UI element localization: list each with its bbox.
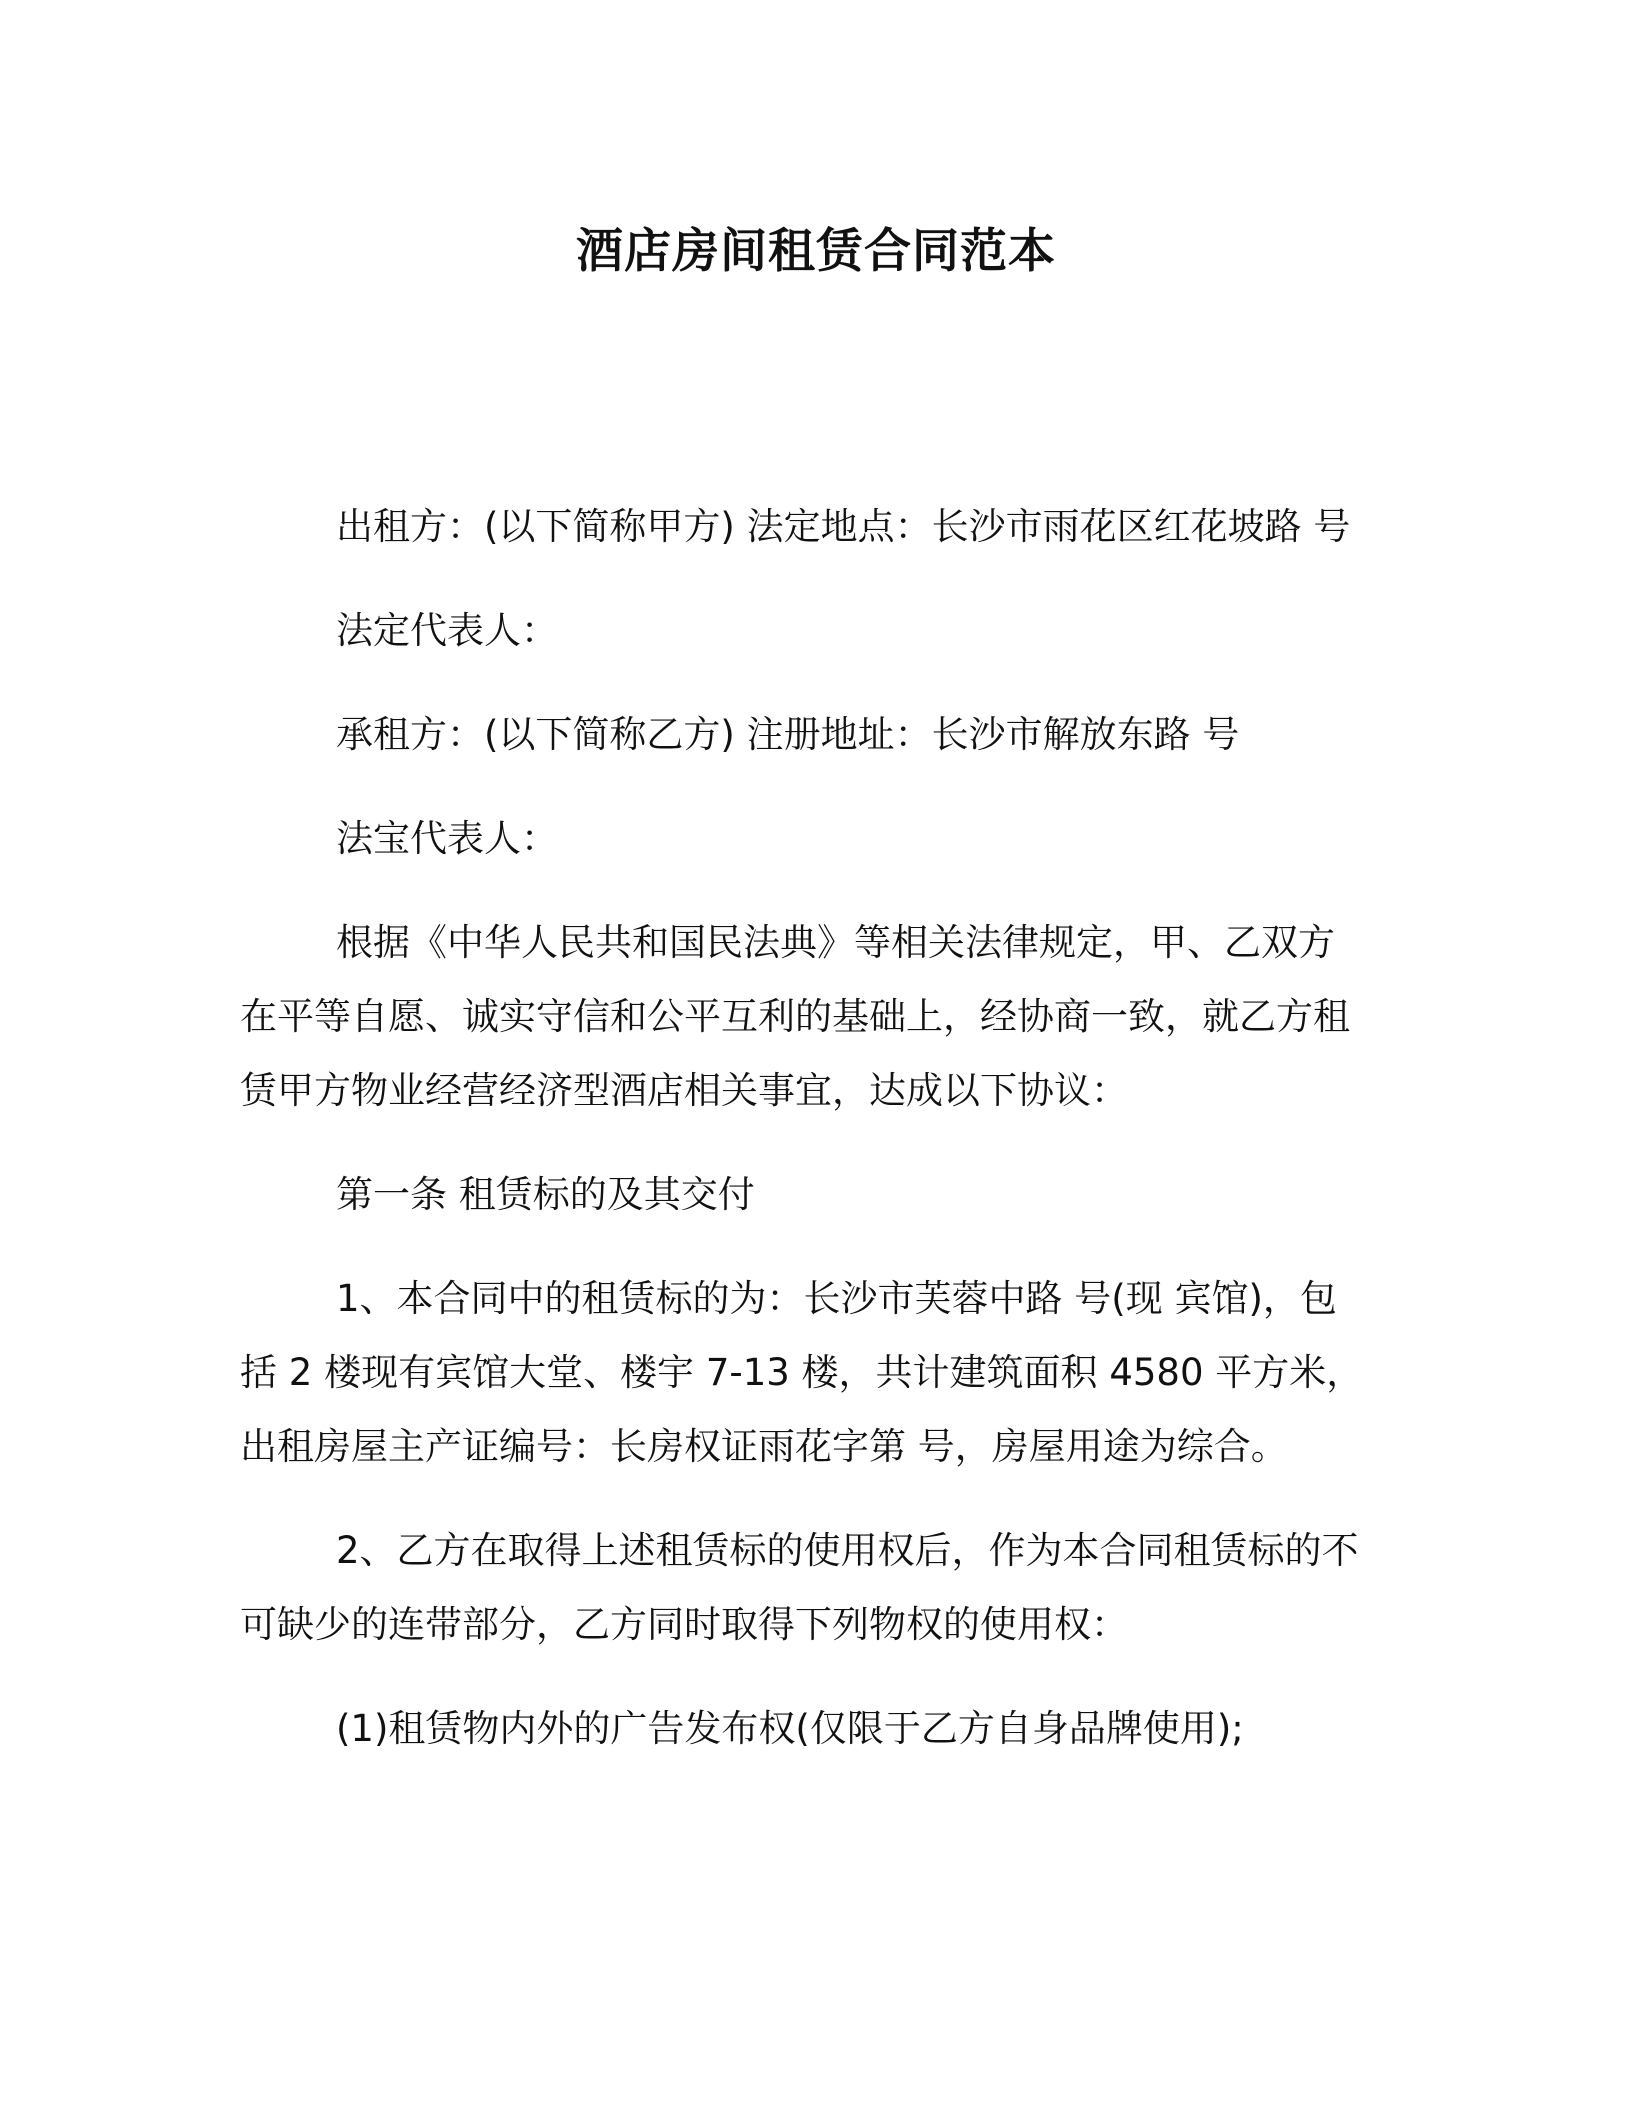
article-one-heading: 第一条 租赁标的及其交付 <box>336 1173 755 1216</box>
lessee-line: 承租方：(以下简称乙方) 注册地址：长沙市解放东路 号 <box>336 713 1240 756</box>
clause-1-paragraph: 1、本合同中的租赁标的为：长沙市芙蓉中路 号(现 宾馆)，包括 2 楼现有宾馆大堂、楼宇 7-13 楼，共计建筑面积 4580 平方米，出租房屋主产证编号：长房权证雨花字第 号，房屋用途为综合。 <box>240 1277 1364 1468</box>
clause-2-item-1: (1)租赁物内外的广告发布权(仅限于乙方自身品牌使用); <box>336 1707 1244 1750</box>
clause-2-paragraph: 2、乙方在取得上述租赁标的使用权后，作为本合同租赁标的不可缺少的连带部分，乙方同时取得下列物权的使用权： <box>240 1529 1359 1646</box>
lessee-representative-line: 法宝代表人： <box>336 817 558 860</box>
document-body <box>240 490 1370 1796</box>
lessor-representative-line: 法定代表人： <box>336 609 558 652</box>
preamble-paragraph: 根据《中华人民共和国民法典》等相关法律规定，甲、乙双方在平等自愿、诚实守信和公平互利的基础上，经协商一致，就乙方租赁甲方物业经营经济型酒店相关事宜，达成以下协议： <box>240 921 1350 1112</box>
lessor-line: 出租方：(以下简称甲方) 法定地点：长沙市雨花区红花坡路 号 <box>336 505 1351 548</box>
document-title: 酒店房间租赁合同范本 <box>576 224 1056 279</box>
